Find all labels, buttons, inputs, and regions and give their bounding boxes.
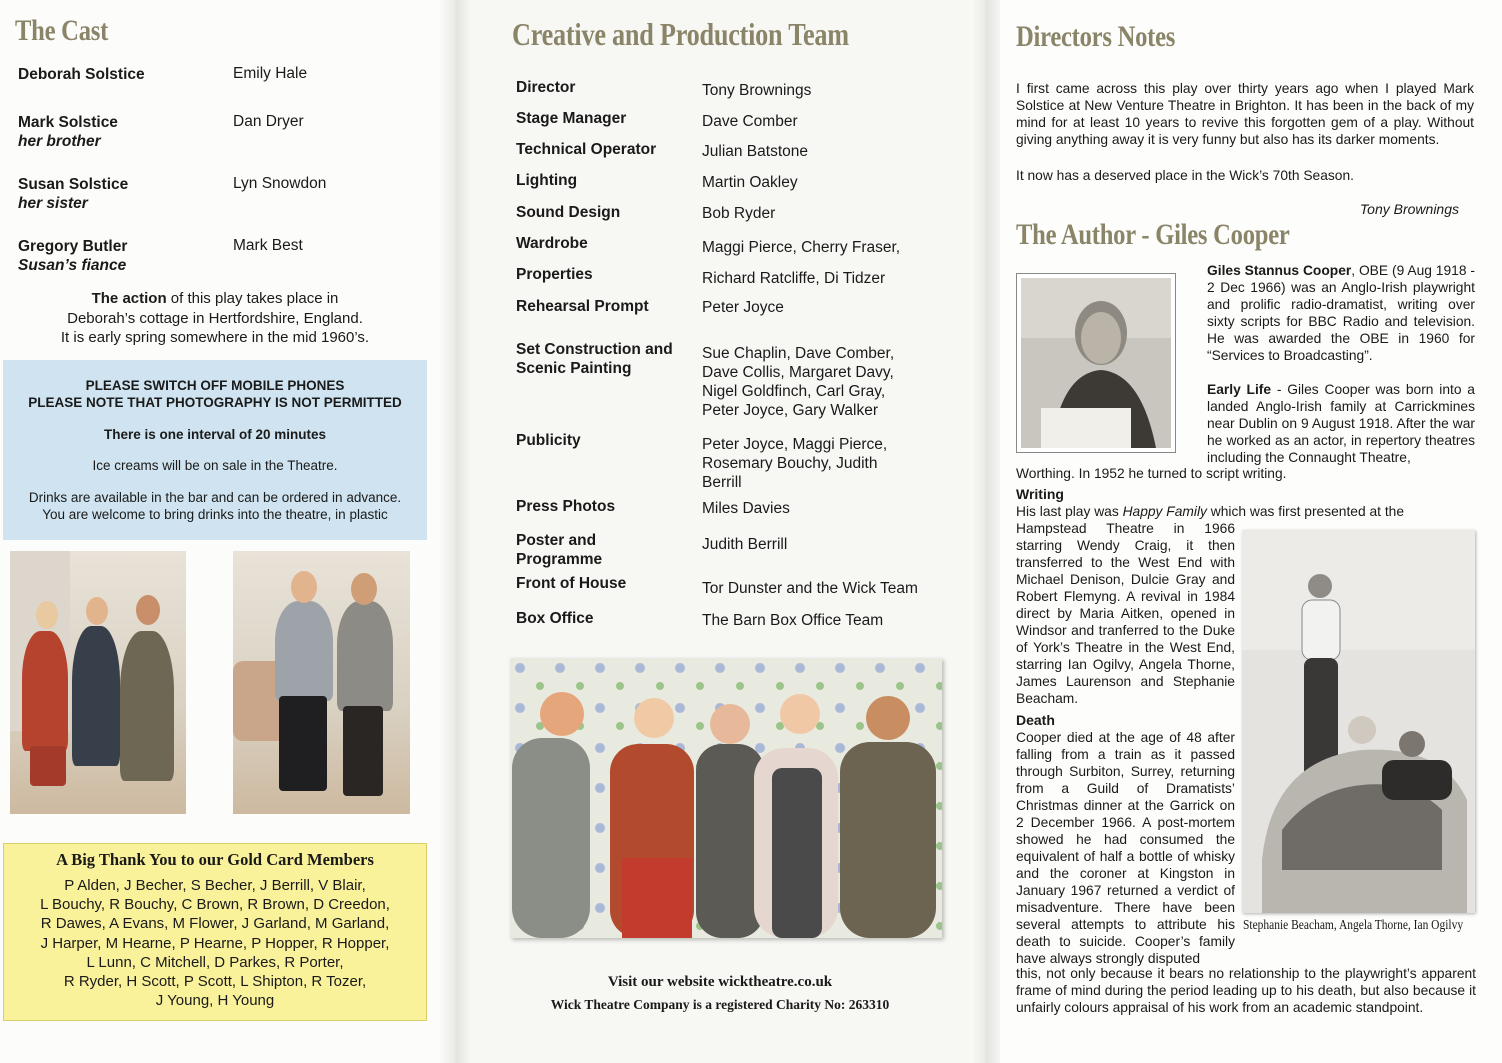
crew-name-line: Peter Joyce, Gary Walker bbox=[702, 402, 879, 419]
gold-card-members-box bbox=[3, 843, 427, 1021]
gold-card-line: P Alden, J Becher, S Becher, J Berrill, V Blair, bbox=[64, 877, 366, 894]
death-heading: Death bbox=[1016, 712, 1055, 728]
crew-name: Julian Batstone bbox=[702, 143, 808, 160]
crew-role: Lighting bbox=[516, 172, 578, 189]
gold-card-line: J Young, H Young bbox=[155, 992, 275, 1010]
crew-name-line: Berrill bbox=[702, 474, 742, 491]
author-bio bbox=[1207, 262, 1475, 364]
crew-name: Tor Dunster and the Wick Team bbox=[702, 580, 918, 597]
cast-actor: Emily Hale bbox=[233, 65, 308, 82]
gold-card-names bbox=[4, 876, 426, 1010]
cast-entry bbox=[18, 113, 118, 151]
cast-relation: her sister bbox=[18, 195, 88, 212]
crew-name-line: Rosemary Bouchy, Judith bbox=[702, 455, 878, 472]
action-bold: The action bbox=[91, 290, 167, 307]
cast-role: Susan Solstice bbox=[18, 176, 129, 193]
cast-role: Mark Solstice bbox=[18, 114, 118, 131]
cast-relation: Susan’s fiance bbox=[18, 257, 127, 274]
gold-card-line: J Harper, M Hearne, P Hearne, P Hopper, R Hopper, bbox=[40, 934, 390, 952]
gold-card-line: R Ryder, H Scott, P Scott, L Shipton, R Tozer, bbox=[63, 973, 367, 991]
cast-role: Gregory Butler bbox=[18, 238, 128, 255]
crew-role: Front of House bbox=[516, 575, 627, 592]
gold-card-title: A Big Thank You to our Gold Card Members bbox=[56, 850, 374, 869]
cast-photo-1 bbox=[10, 551, 186, 814]
cast-actor: Mark Best bbox=[233, 237, 303, 254]
website-link[interactable]: Visit our website wicktheatre.co.uk bbox=[607, 974, 833, 990]
crew-name-line: Dave Collis, Margaret Davy, bbox=[702, 364, 894, 381]
directors-notes-season: It now has a deserved place in the Wick’s 70th Season. bbox=[1016, 168, 1354, 183]
crew-name: Judith Berrill bbox=[702, 536, 788, 553]
crew-role: Properties bbox=[516, 266, 593, 283]
production-panel bbox=[470, 0, 970, 1063]
crew-names bbox=[702, 344, 942, 420]
cast-entry bbox=[18, 175, 128, 213]
directors-notes-paragraph: I first came across this play over thirty years ago when I played Mark Solstice at New Venture Theatre in Brighton. It has been in the back of my mind for at least 10 years to revive this forgotten gem of a play. Without giving anything away it is very funny but also has its darker moments. bbox=[1016, 81, 1474, 147]
page-fold bbox=[440, 0, 470, 1063]
gold-card-line: L Bouchy, R Bouchy, C Brown, R Brown, D Creedon, bbox=[40, 896, 390, 914]
crew-name: The Barn Box Office Team bbox=[702, 612, 884, 629]
audience-notice bbox=[3, 360, 427, 540]
company-group-photo bbox=[510, 658, 942, 938]
crew-name-line: Sue Chaplin, Dave Comber, bbox=[702, 345, 895, 362]
crew-role: Sound Design bbox=[516, 204, 621, 221]
notice-interval: There is one interval of 20 minutes bbox=[103, 427, 327, 442]
crew-name-line: Nigel Goldfinch, Carl Gray, bbox=[702, 383, 886, 400]
crew-name: Miles Davies bbox=[702, 500, 790, 517]
writing-heading: Writing bbox=[1016, 486, 1064, 502]
crew-name: Peter Joyce bbox=[702, 299, 784, 316]
action-line3: It is early spring somewhere in the mid 1960’s. bbox=[60, 329, 370, 346]
crew-name: Dave Comber bbox=[702, 113, 798, 130]
author-bio-text: , OBE (9 Aug 1918 - 2 Dec 1966) was an Anglo-Irish playwright and prolific radio-dramatist, writing over sixty scripts for BBC Radio and television. He was awarded the OBE in 1960 for “Services to Broadcasting”. bbox=[1207, 263, 1475, 363]
crew-role: Stage Manager bbox=[516, 110, 627, 127]
crew-name: Richard Ratcliffe, Di Tidzer bbox=[702, 270, 886, 287]
notice-drinks-1: Drinks are available in the bar and can be ordered in advance. bbox=[28, 490, 402, 505]
cast-relation: her brother bbox=[18, 133, 101, 150]
crew-role: Rehearsal Prompt bbox=[516, 298, 649, 315]
cast-heading: The Cast bbox=[15, 14, 109, 47]
crew-name: Tony Brownings bbox=[702, 82, 812, 99]
cast-role: Deborah Solstice bbox=[18, 66, 145, 83]
crew-name: Bob Ryder bbox=[702, 205, 776, 222]
crew-role: Technical Operator bbox=[516, 141, 657, 158]
action-line2: Deborah’s cottage in Hertfordshire, England. bbox=[67, 309, 363, 327]
production-heading: Creative and Production Team bbox=[512, 16, 849, 52]
crew-names bbox=[702, 435, 942, 492]
group-photo-illustration bbox=[510, 658, 942, 938]
crew-role: Set Construction and Scenic Painting bbox=[516, 341, 673, 377]
notice-ice-creams: Ice creams will be on sale in the Theatre. bbox=[92, 458, 338, 473]
crew-name: Maggi Pierce, Cherry Fraser, bbox=[702, 239, 901, 256]
cast-entry bbox=[18, 237, 127, 275]
death-tail: this, not only because it bears no relationship to the playwright’s apparent frame of mind during the period leading up to his death, but also because it unfairly colours appraisal of his work from an academic standpoint. bbox=[1016, 966, 1476, 1015]
director-signature: Tony Brownings bbox=[1359, 201, 1459, 217]
action-rest: of this play takes place in bbox=[166, 290, 339, 307]
gold-card-line: R Dawes, A Evans, M Flower, J Garland, M Garland, bbox=[40, 915, 390, 933]
notice-phones: PLEASE SWITCH OFF MOBILE PHONES bbox=[85, 378, 345, 393]
writing-text: Hampstead Theatre in 1966 starring Wendy Craig, it then transferred to the West End with Michael Denison, Dulcie Gray and Robert Flemyng. A revival in 1984 direct by Maria Aitken, opened in Windsor and tranferred to the Duke of York’s Theatre in the West End, starring Ian Ogilvy, Angela Thorne, James Laurenson and Stephanie Beacham. bbox=[1016, 521, 1235, 706]
charity-number: Wick Theatre Company is a registered Charity No: 263310 bbox=[550, 997, 890, 1012]
writing-intro-text: His last play was bbox=[1016, 504, 1123, 519]
crew-role: Poster and Programme bbox=[516, 532, 603, 568]
cast-actor: Dan Dryer bbox=[233, 113, 304, 130]
notice-photography: PLEASE NOTE THAT PHOTOGRAPHY IS NOT PERMITTED bbox=[28, 395, 402, 410]
crew-role: Box Office bbox=[516, 610, 594, 627]
production-still-image bbox=[1242, 530, 1475, 913]
crew-role: Wardrobe bbox=[516, 235, 588, 252]
notes-panel bbox=[1000, 0, 1502, 1063]
author-portrait-image bbox=[1021, 278, 1171, 448]
setting-description bbox=[10, 289, 420, 348]
cast-entry bbox=[18, 65, 145, 84]
writing-intro-tail: which was first presented at the bbox=[1206, 504, 1405, 519]
cast-panel bbox=[0, 0, 440, 1063]
crew-name: Martin Oakley bbox=[702, 174, 798, 191]
notice-drinks-2: You are welcome to bring drinks into the theatre, in plastic bbox=[42, 507, 388, 522]
early-life-label: Early Life bbox=[1207, 382, 1272, 397]
early-life-text: - Giles Cooper was born into a landed Anglo-Irish family at Carrickmines near Dublin on 9 August 1918. After the war he worked as an actor, in repertory theatres including the Connaught Theatre, bbox=[1207, 382, 1475, 465]
writing-intro bbox=[1016, 503, 1476, 520]
cast-photo-2 bbox=[233, 551, 410, 814]
early-life-tail: Worthing. In 1952 he turned to script writing. bbox=[1016, 466, 1287, 481]
author-portrait bbox=[1016, 273, 1176, 453]
death-text: Cooper died at the age of 48 after falling from a train as it passed through Surbiton, Surrey, returning from a Guild of Dramatists’ Christmas dinner at the Garrick on 2 December 1966. A post-mortem showed he had consumed the equivalent of half a bottle of whisky and the coroner at Kingston in January 1967 returned a verdict of misadventure. There have been several attempts to attribute his death to suicide. Cooper’s family have always strongly disputed bbox=[1016, 730, 1235, 966]
early-life bbox=[1207, 381, 1475, 466]
crew-name-line: Peter Joyce, Maggi Pierce, bbox=[702, 436, 888, 453]
author-heading: The Author - Giles Cooper bbox=[1016, 218, 1290, 251]
play-title: Happy Family bbox=[1122, 504, 1207, 519]
gold-card-line: L Lunn, C Mitchell, D Parkes, R Porter, bbox=[86, 953, 344, 971]
crew-role: Press Photos bbox=[516, 498, 616, 515]
cast-actor: Lyn Snowdon bbox=[233, 175, 327, 192]
directors-notes-heading: Directors Notes bbox=[1016, 20, 1176, 53]
photo-caption: Stephanie Beacham, Angela Thorne, Ian Ogilvy bbox=[1243, 918, 1464, 933]
page-fold bbox=[970, 0, 1000, 1063]
author-full-name: Giles Stannus Cooper bbox=[1207, 263, 1352, 278]
crew-role: Publicity bbox=[516, 432, 581, 449]
production-still-photo bbox=[1242, 530, 1475, 913]
crew-role: Director bbox=[516, 79, 576, 96]
